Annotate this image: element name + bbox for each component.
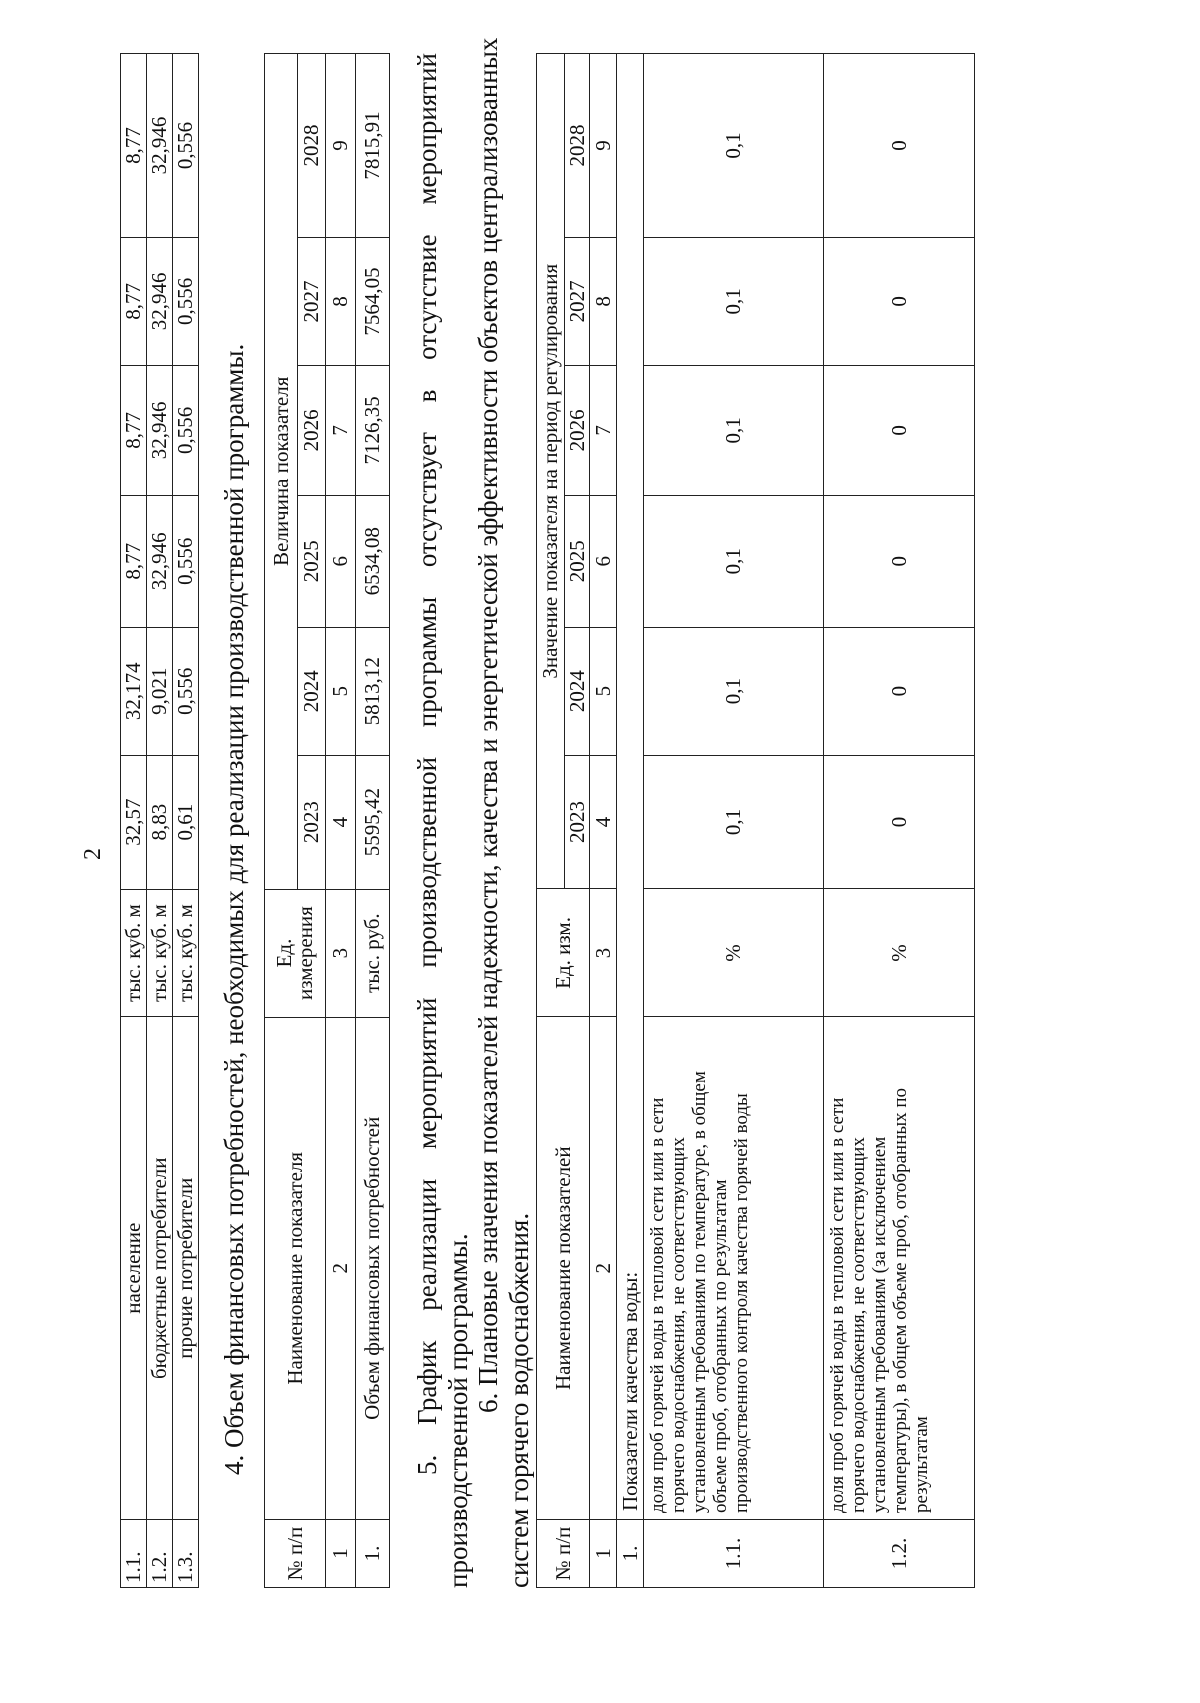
row-value: 8,77 xyxy=(121,495,147,627)
col-header-values: Значение показателя на период регулирования xyxy=(537,54,565,889)
column-number: 8 xyxy=(326,237,356,365)
column-number: 9 xyxy=(590,54,617,238)
row-value: 5813,12 xyxy=(356,627,390,755)
row-value: 8,83 xyxy=(147,755,173,889)
year-header: 2023 xyxy=(565,755,590,889)
year-header: 2028 xyxy=(298,54,326,238)
row-number: 1. xyxy=(356,1520,390,1588)
table-row xyxy=(644,54,824,1588)
row-value: 5595,42 xyxy=(356,755,390,889)
year-header: 2024 xyxy=(298,627,326,755)
row-value: 0 xyxy=(824,627,975,755)
row-number: 1.2. xyxy=(147,1520,173,1588)
column-number: 3 xyxy=(590,889,617,1017)
row-name: Объем финансовых потребностей xyxy=(356,1017,390,1520)
row-value: 7126,35 xyxy=(356,365,390,495)
row-number: 1.2. xyxy=(824,1520,975,1588)
table-row xyxy=(173,54,199,1588)
row-value: 0,556 xyxy=(173,627,199,755)
column-number: 4 xyxy=(326,755,356,889)
row-value: 32,946 xyxy=(147,365,173,495)
row-value: 8,77 xyxy=(121,365,147,495)
col-header-name: Наименование показателей xyxy=(537,1017,590,1520)
row-value: 0,556 xyxy=(173,365,199,495)
column-number: 4 xyxy=(590,755,617,889)
row-value: 7815,91 xyxy=(356,54,390,238)
column-number: 7 xyxy=(590,365,617,495)
row-name: доля проб горячей воды в тепловой сети или в сети горячего водоснабжения, не соответствующих установленным требованиям (за исключением температуры), в общем объеме проб, отобранных по результатам xyxy=(824,1017,975,1520)
section6-line2: систем горячего водоснабжения. xyxy=(504,1212,534,1588)
row-value: 32,174 xyxy=(121,627,147,755)
row-value: 32,946 xyxy=(147,237,173,365)
col-header-values: Величина показателя xyxy=(265,54,298,890)
col-header-unit: Ед. измерения xyxy=(265,889,326,1017)
consumers-table xyxy=(120,53,199,1588)
table-row xyxy=(147,54,173,1588)
col-header-unit: Ед. изм. xyxy=(537,889,590,1017)
section5-line2: производственной программы. xyxy=(443,1233,473,1588)
row-value: 32,946 xyxy=(147,54,173,238)
row-name: прочие потребители xyxy=(173,1017,199,1520)
row-value: 0 xyxy=(824,237,975,365)
year-header: 2025 xyxy=(298,495,326,627)
row-value: 0,1 xyxy=(644,627,824,755)
row-value: 32,946 xyxy=(147,495,173,627)
table-row xyxy=(824,54,975,1588)
year-header: 2027 xyxy=(298,237,326,365)
table-row xyxy=(121,54,147,1588)
row-value: 0,556 xyxy=(173,54,199,238)
row-value: 9,021 xyxy=(147,627,173,755)
row-value: 8,77 xyxy=(121,54,147,238)
row-unit: тыс. куб. м xyxy=(121,889,147,1017)
row-value: 0 xyxy=(824,495,975,627)
column-number: 1 xyxy=(326,1520,356,1588)
column-number: 1 xyxy=(590,1520,617,1588)
column-number: 8 xyxy=(590,237,617,365)
row-value: 0,61 xyxy=(173,755,199,889)
table-row xyxy=(356,54,390,1588)
column-number: 2 xyxy=(326,1017,356,1520)
row-value: 32,57 xyxy=(121,755,147,889)
section5-line1: 5. График реализации мероприятий производственной программы отсутствует в отсутствие мероприятий xyxy=(412,53,442,1475)
year-header: 2024 xyxy=(565,627,590,755)
year-header: 2026 xyxy=(298,365,326,495)
year-header: 2023 xyxy=(298,755,326,889)
row-unit: % xyxy=(644,889,824,1017)
column-number: 5 xyxy=(326,627,356,755)
quality-table xyxy=(536,53,975,1588)
column-number: 6 xyxy=(326,495,356,627)
page-number: 2 xyxy=(80,848,106,860)
row-unit: тыс. руб. xyxy=(356,889,390,1017)
row-unit: тыс. куб. м xyxy=(173,889,199,1017)
financial-table xyxy=(264,53,390,1588)
row-value: 7564,05 xyxy=(356,237,390,365)
row-value: 0,1 xyxy=(644,755,824,889)
row-value: 0,1 xyxy=(644,495,824,627)
row-name: доля проб горячей воды в тепловой сети или в сети горячего водоснабжения, не соответствующих установленным требованиям по температуре, в общем объеме проб, отобранных по результатам производственного контроля качества горячей воды xyxy=(644,1017,824,1520)
col-header-name: Наименование показателя xyxy=(265,1017,326,1520)
col-header-no: № п/п xyxy=(537,1520,590,1588)
year-header: 2028 xyxy=(565,54,590,238)
row-name: население xyxy=(121,1017,147,1520)
group-row-no: 1. xyxy=(617,1520,644,1588)
column-number: 5 xyxy=(590,627,617,755)
row-value: 0,556 xyxy=(173,495,199,627)
row-number: 1.1. xyxy=(121,1520,147,1588)
row-number: 1.1. xyxy=(644,1520,824,1588)
row-name: бюджетные потребители xyxy=(147,1017,173,1520)
column-number: 9 xyxy=(326,54,356,238)
row-value: 0,1 xyxy=(644,237,824,365)
col-header-no: № п/п xyxy=(265,1520,326,1588)
row-value: 8,77 xyxy=(121,237,147,365)
row-value: 0 xyxy=(824,54,975,238)
column-number: 7 xyxy=(326,365,356,495)
row-number: 1.3. xyxy=(173,1520,199,1588)
row-value: 6534,08 xyxy=(356,495,390,627)
section6-line1: 6. Плановые значения показателей надежности, качества и энергетической эффективности объектов централизованных xyxy=(473,37,503,1413)
column-number: 2 xyxy=(590,1017,617,1520)
row-unit: % xyxy=(824,889,975,1017)
column-number: 3 xyxy=(326,889,356,1017)
year-header: 2027 xyxy=(565,237,590,365)
year-header: 2025 xyxy=(565,495,590,627)
row-value: 0,1 xyxy=(644,54,824,238)
column-number: 6 xyxy=(590,495,617,627)
group-row-label: Показатели качества воды: xyxy=(617,54,644,1520)
year-header: 2026 xyxy=(565,365,590,495)
row-value: 0 xyxy=(824,365,975,495)
section4-heading: 4. Объем финансовых потребностей, необходимых для реализации производственной программы. xyxy=(219,343,249,1475)
row-value: 0,1 xyxy=(644,365,824,495)
row-value: 0 xyxy=(824,755,975,889)
row-unit: тыс. куб. м xyxy=(147,889,173,1017)
row-value: 0,556 xyxy=(173,237,199,365)
